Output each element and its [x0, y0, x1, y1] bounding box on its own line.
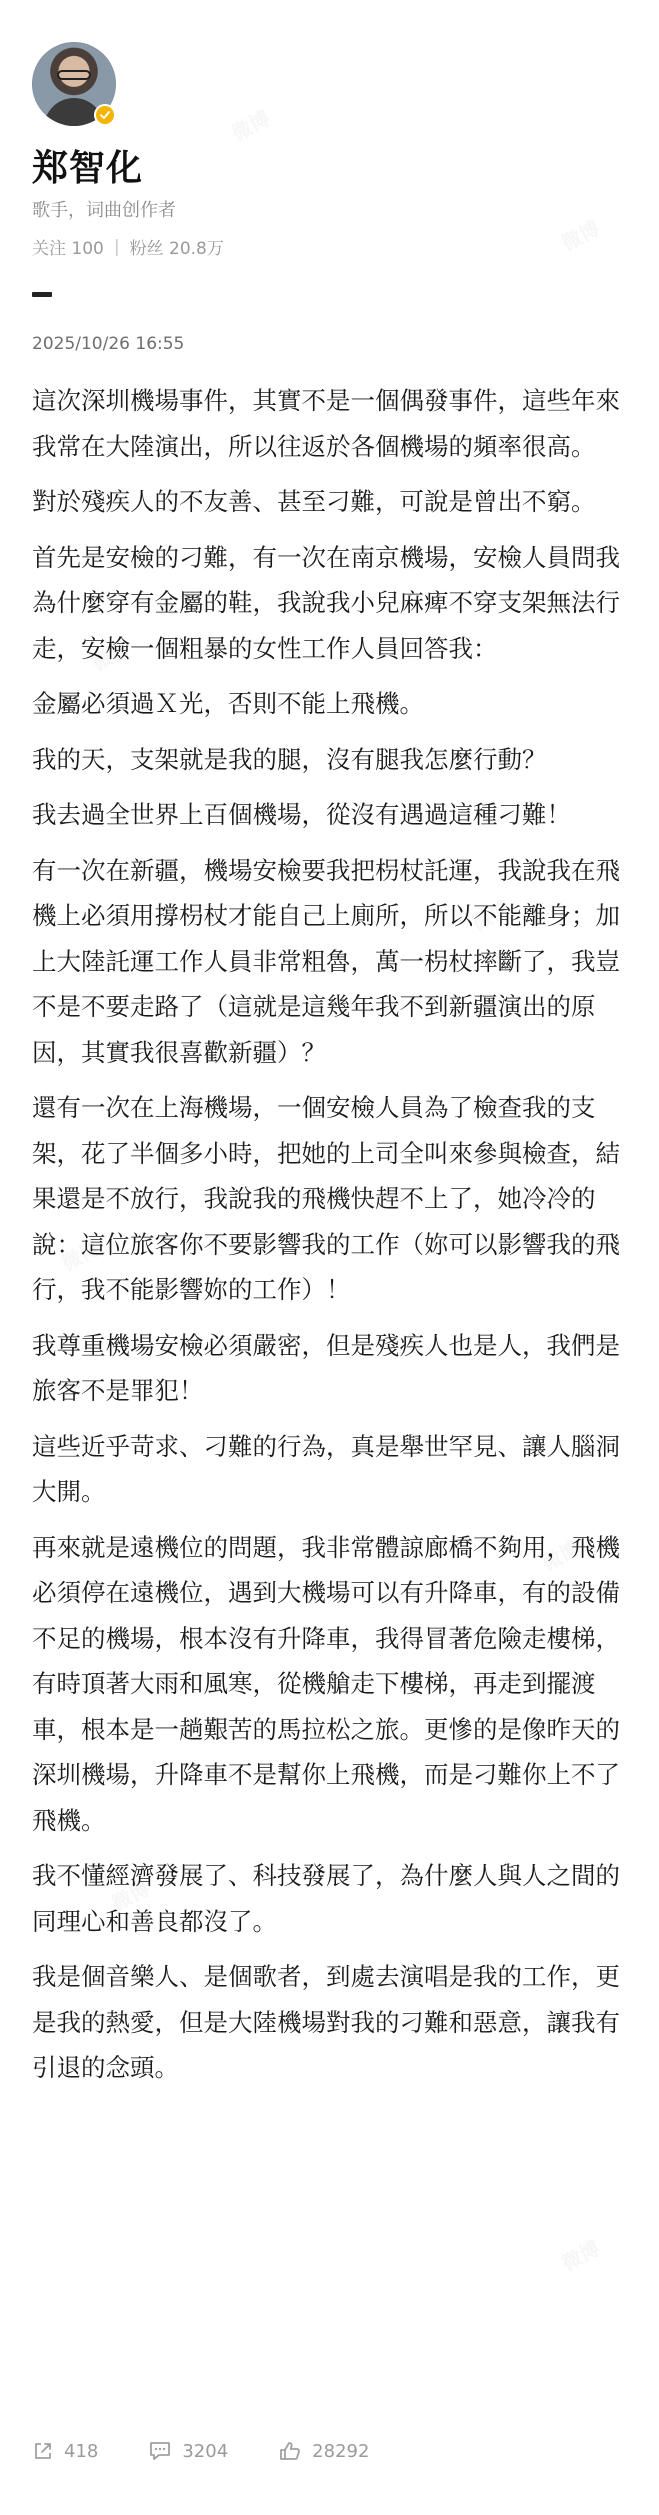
comment-icon	[148, 2440, 172, 2462]
section-divider	[32, 292, 52, 297]
like-button[interactable]	[278, 2440, 369, 2462]
post-paragraph: 我是個音樂人、是個歌者，到處去演唱是我的工作，更是我的熱愛，但是大陸機場對我的刁難和惡意，讓我有引退的念頭。	[32, 1962, 620, 2082]
share-icon	[32, 2440, 54, 2462]
post-body	[32, 378, 624, 2101]
post-paragraph: 首先是安檢的刁難，有一次在南京機場，安檢人員問我為什麼穿有金屬的鞋，我說我小兒麻痺不穿支架無法行走，安檢一個粗暴的女性工作人員回答我：	[32, 542, 620, 663]
watermark	[556, 2232, 605, 2276]
post-paragraph: 金屬必須過Ｘ光，否則不能上飛機。	[32, 689, 424, 718]
like-count: 28292	[312, 2440, 370, 2462]
followers-count[interactable]: 粉丝 20.8万	[129, 239, 224, 259]
share-button[interactable]	[32, 2440, 98, 2462]
verified-badge-icon	[94, 104, 116, 126]
share-count: 418	[64, 2440, 99, 2462]
thumbs-up-icon	[278, 2440, 302, 2462]
post-paragraph: 還有一次在上海機場，一個安檢人員為了檢查我的支架，花了半個多小時，把她的上司全叫來參與檢查，結果還是不放行，我說我的飛機快趕不上了，她冷冷的說：這位旅客你不要影響我的工作（妳可以影響我的飛行，我不能影響妳的工作）！	[32, 1093, 620, 1304]
stats-divider: |	[113, 236, 120, 257]
comment-button[interactable]	[148, 2440, 228, 2462]
post-date: 2025/10/26 16:55	[32, 334, 185, 354]
post-paragraph: 我尊重機場安檢必須嚴密，但是殘疾人也是人，我們是旅客不是罪犯！	[32, 1330, 620, 1405]
profile-name[interactable]: 郑智化	[32, 148, 144, 189]
watermark	[226, 102, 275, 146]
post-paragraph: 我的天，支架就是我的腿，沒有腿我怎麼行動？	[32, 744, 547, 774]
comment-count: 3204	[182, 2440, 229, 2462]
profile-stats	[32, 234, 224, 259]
watermark	[556, 212, 605, 256]
post-paragraph: 再來就是遠機位的問題，我非常體諒廊橋不夠用，飛機必須停在遠機位，遇到大機場可以有升降車，有的設備不足的機場，根本沒有升降車，我得冒著危險走樓梯，有時頂著大雨和風寒，從機艙走下樓梯，再走到擺渡車，根本是一趟艱苦的馬拉松之旅。更慘的是像昨天的深圳機場，升降車不是幫你上飛機，而是刁難你上不了飛機。	[32, 1532, 620, 1835]
post-paragraph: 這次深圳機場事件，其實不是一個偶發事件，這些年來我常在大陸演出，所以往返於各個機場的頻率很高。	[32, 386, 620, 461]
profile-title: 歌手，词曲创作者	[32, 200, 176, 221]
following-count[interactable]: 关注 100	[32, 239, 104, 259]
post-actions	[32, 2440, 632, 2462]
post-paragraph: 對於殘疾人的不友善、甚至刁難，可說是曾出不窮。	[32, 487, 596, 516]
post-paragraph: 有一次在新疆，機場安檢要我把枴杖託運，我說我在飛機上必須用撐枴杖才能自己上廁所，所以不能離身；加上大陸託運工作人員非常粗魯，萬一枴杖摔斷了，我豈不是不要走路了（這就是這幾年我不到新疆演出的原因，其實我很喜歡新疆）？	[32, 855, 620, 1067]
post-paragraph: 我去過全世界上百個機場，從沒有遇過這種刁難！	[32, 800, 571, 829]
post-paragraph: 我不懂經濟發展了、科技發展了，為什麼人與人之間的同理心和善良都沒了。	[32, 1861, 620, 1936]
post-paragraph: 這些近乎苛求、刁難的行為，真是舉世罕見、讓人腦洞大開。	[32, 1431, 620, 1506]
